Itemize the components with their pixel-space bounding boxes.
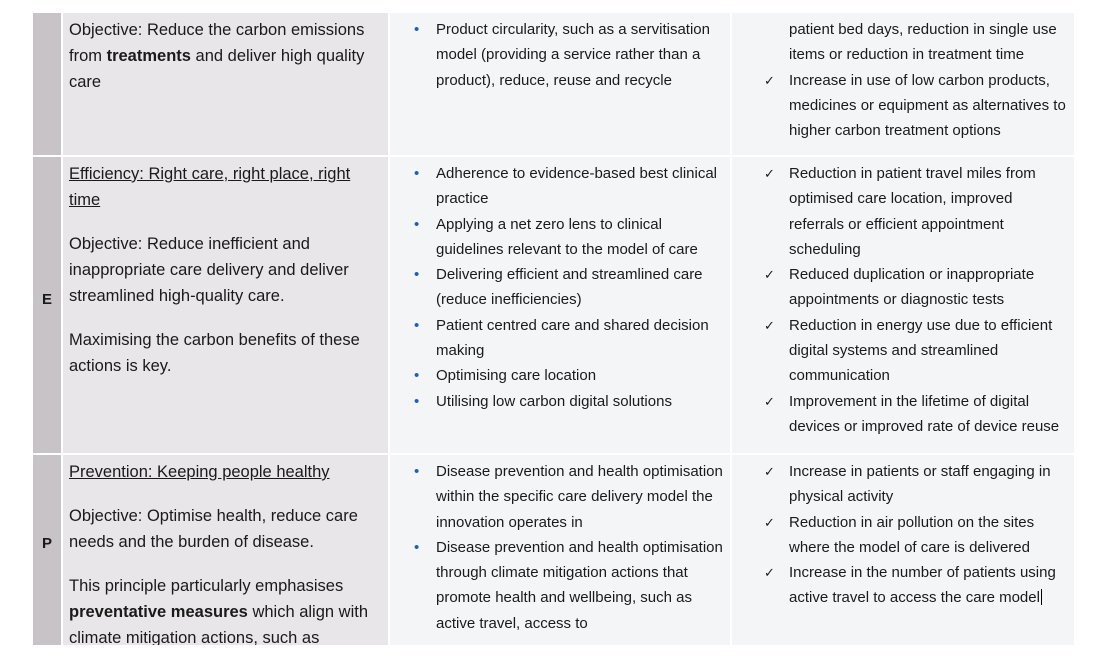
checkmark-icon: ✓ [764,514,775,530]
actions-list [400,459,724,636]
principle-cell [63,455,388,645]
list-item: ✓ Increase in use of low carbon products, medicines or equipment as alternatives to higher carbon treatment options [744,68,1070,144]
list-item: ✓ Improvement in the lifetime of digital devices or improved rate of device reuse [744,389,1070,440]
checkmark-icon: ✓ [764,267,775,283]
outcomes-list [744,161,1070,439]
note-text: This principle particularly emphasises preventative measures which align with climate mitigation actions, such as [69,577,368,645]
table-row-prevention [33,455,1074,645]
bullet-dot-icon: • [414,392,420,410]
list-item: • Patient centred care and shared decision making [400,313,724,364]
list-item: ✓ Increase in the number of patients using active travel to access the care model [744,560,1070,611]
bullet-dot-icon: • [414,266,420,284]
list-item: • Product circularity, such as a servitisation model (providing a service rather than a product), reduce, reuse and recycle [400,17,724,93]
outcomes-list [744,459,1070,611]
principle-cell [63,13,388,155]
bullet-dot-icon: • [414,463,420,480]
principle-letter: P [41,535,52,552]
list-item: • Disease prevention and health optimisation within the specific care delivery model the innovation operates in [400,459,724,535]
principle-heading: Prevention: Keeping people healthy [69,463,330,481]
list-item: • Adherence to evidence-based best clinical practice [400,161,724,212]
actions-cell [390,157,730,453]
outcomes-cell [732,455,1074,645]
text-cursor [1041,589,1042,605]
checkmark-icon: ✓ [764,565,775,581]
objective-text: Objective: Optimise health, reduce care needs and the burden of disease. [69,507,358,551]
actions-list [400,161,724,414]
list-item: ✓ Increase in patients or staff engaging in physical activity [744,459,1070,510]
checkmark-icon: ✓ [764,393,775,409]
list-item: • Applying a net zero lens to clinical guidelines relevant to the model of care [400,212,724,263]
actions-cell [390,13,730,155]
bullet-dot-icon: • [414,367,420,385]
bullet-dot-icon: • [414,215,420,233]
letter-cell [33,157,61,453]
principle-heading: Efficiency: Right care, right place, right time [69,165,351,209]
principle-cell [63,157,388,453]
list-item: • Optimising care location [400,363,724,388]
letter-cell [33,13,61,155]
bullet-dot-icon: • [414,165,420,182]
actions-cell [390,455,730,645]
outcomes-list [744,68,1070,144]
list-item: ✓ Reduction in air pollution on the sites where the model of care is delivered [744,510,1070,561]
letter-cell [33,455,61,645]
outcomes-cell [732,157,1074,453]
bullet-dot-icon: • [414,316,420,334]
checkmark-icon: ✓ [764,464,775,479]
actions-list [400,17,724,93]
list-item: ✓ Reduced duplication or inappropriate appointments or diagnostic tests [744,262,1070,313]
table-row-treatments [33,13,1074,155]
principle-letter: E [41,291,52,308]
list-item: • Utilising low carbon digital solutions [400,389,724,414]
objective-text: Objective: Reduce the carbon emissions from treatments and deliver high quality care [69,21,365,91]
outcomes-cell [732,13,1074,155]
list-item: ✓ Reduction in patient travel miles from optimised care location, improved referrals or efficient appointment scheduling [744,161,1070,262]
bullet-dot-icon: • [414,538,420,556]
checkmark-icon: ✓ [764,72,775,88]
checkmark-icon: ✓ [764,166,775,181]
table-row-efficiency [33,157,1074,453]
outcome-continued-text: patient bed days, reduction in single use items or reduction in treatment time [789,21,1057,64]
list-item: • Delivering efficient and streamlined care (reduce inefficiencies) [400,262,724,313]
note-text: Maximising the carbon benefits of these actions is key. [69,331,360,375]
list-item: ✓ Reduction in energy use due to efficient digital systems and streamlined communication [744,313,1070,389]
objective-text: Objective: Reduce inefficient and inappropriate care delivery and deliver streamlined high-quality care. [69,235,349,305]
list-item: • Disease prevention and health optimisation through climate mitigation actions that promote health and wellbeing, such as active travel, access to [400,535,724,636]
bullet-dot-icon: • [414,21,420,38]
checkmark-icon: ✓ [764,317,775,333]
